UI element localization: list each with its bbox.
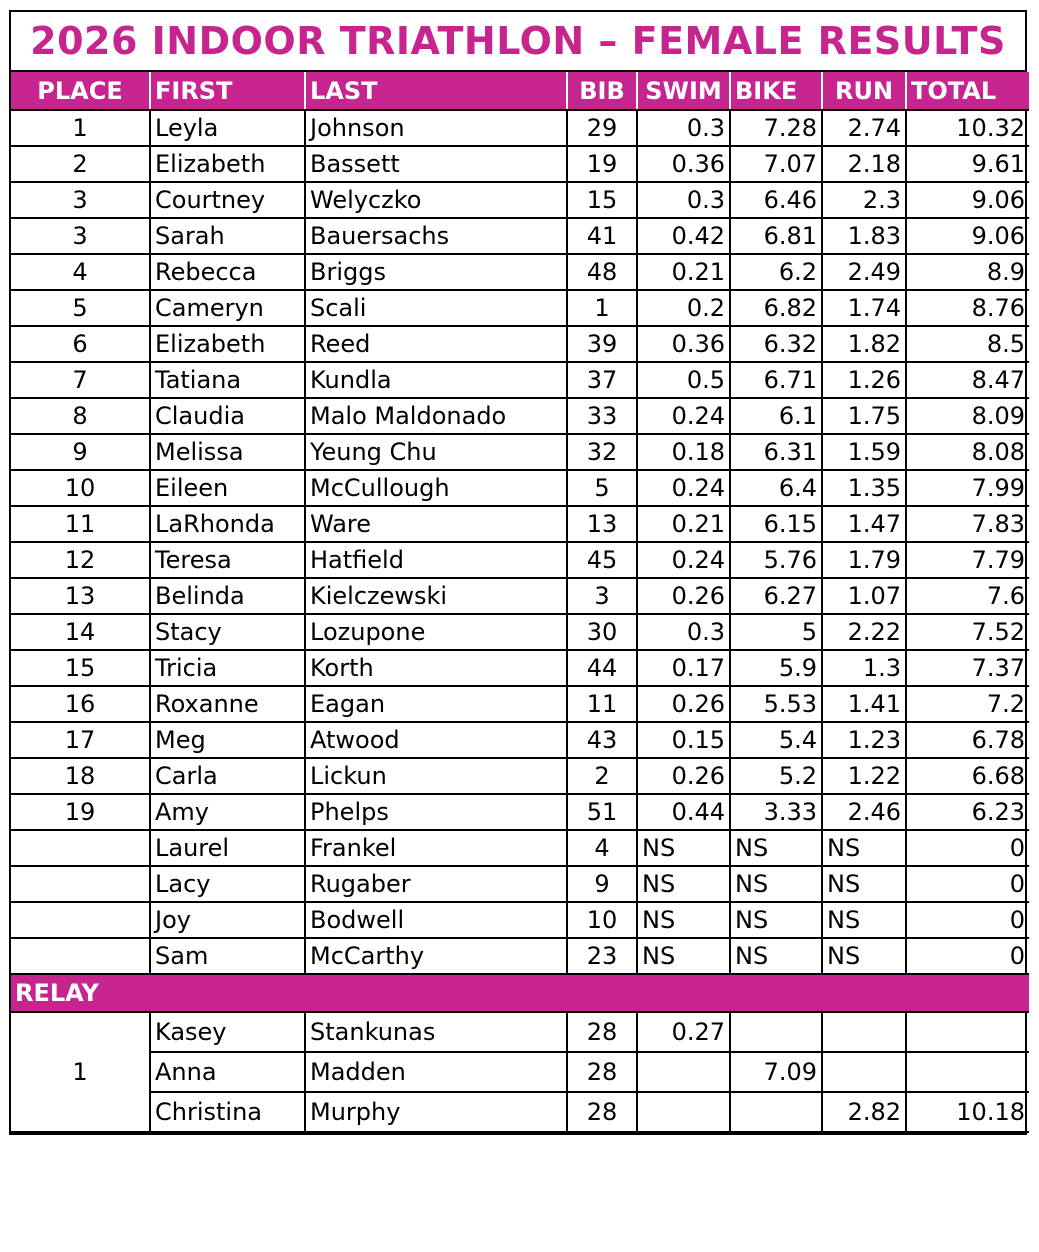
cell-first: Stacy [150,614,305,650]
cell-run: NS [822,830,906,866]
cell-total: 8.5 [906,326,1029,362]
cell-bike: 6.2 [730,254,822,290]
cell-place: 3 [11,182,150,218]
cell-first: Sam [150,938,305,974]
cell-run: 1.74 [822,290,906,326]
cell-last: Lickun [305,758,567,794]
cell-total: 9.06 [906,182,1029,218]
cell-run: 1.26 [822,362,906,398]
cell-bib: 32 [567,434,637,470]
cell-run: 2.22 [822,614,906,650]
cell-run: NS [822,902,906,938]
cell-total: 7.6 [906,578,1029,614]
cell-swim: 0.24 [637,542,730,578]
cell-place: 15 [11,650,150,686]
cell-total: 0 [906,938,1029,974]
cell-bib: 4 [567,830,637,866]
col-header-bike: BIKE [730,72,822,110]
table-row [11,722,1029,758]
cell-last: Yeung Chu [305,434,567,470]
cell-run: 2.3 [822,182,906,218]
col-header-total: TOTAL [906,72,1029,110]
table-row [11,830,1029,866]
cell-swim [637,1052,730,1092]
cell-run: 1.22 [822,758,906,794]
cell-last: Frankel [305,830,567,866]
cell-place: 10 [11,470,150,506]
cell-run: 1.23 [822,722,906,758]
cell-swim: NS [637,866,730,902]
cell-total: 10.32 [906,110,1029,146]
table-row [11,938,1029,974]
cell-total [906,1012,1029,1052]
cell-bib: 39 [567,326,637,362]
cell-last: Eagan [305,686,567,722]
cell-swim: NS [637,902,730,938]
cell-run: 1.47 [822,506,906,542]
cell-bib: 28 [567,1012,637,1052]
cell-run: 1.35 [822,470,906,506]
table-row [11,578,1029,614]
cell-first: Tatiana [150,362,305,398]
cell-last: Atwood [305,722,567,758]
cell-swim: 0.27 [637,1012,730,1052]
relay-label: RELAY [11,974,1029,1012]
cell-first: Belinda [150,578,305,614]
cell-total: 0 [906,902,1029,938]
cell-first: Courtney [150,182,305,218]
page-title: 2026 INDOOR TRIATHLON – FEMALE RESULTS [11,12,1025,72]
cell-bib: 33 [567,398,637,434]
cell-first: Teresa [150,542,305,578]
cell-bike: 5.76 [730,542,822,578]
col-header-bib: BIB [567,72,637,110]
cell-bib: 48 [567,254,637,290]
cell-first: Christina [150,1092,305,1132]
cell-swim: 0.3 [637,110,730,146]
cell-bike: NS [730,902,822,938]
cell-first: Elizabeth [150,146,305,182]
table-row [11,398,1029,434]
cell-bike: 5 [730,614,822,650]
cell-total: 9.06 [906,218,1029,254]
cell-last: Reed [305,326,567,362]
cell-bike: 7.09 [730,1052,822,1092]
cell-place: 4 [11,254,150,290]
cell-bike: NS [730,938,822,974]
cell-first: Tricia [150,650,305,686]
cell-swim: 0.2 [637,290,730,326]
cell-swim: 0.18 [637,434,730,470]
cell-total: 9.61 [906,146,1029,182]
cell-place: 2 [11,146,150,182]
cell-bike: NS [730,866,822,902]
cell-swim: NS [637,830,730,866]
col-header-swim: SWIM [637,72,730,110]
cell-first: Roxanne [150,686,305,722]
cell-last: Murphy [305,1092,567,1132]
cell-total: 7.52 [906,614,1029,650]
cell-bib: 41 [567,218,637,254]
results-table [11,72,1029,1133]
cell-last: Hatfield [305,542,567,578]
cell-swim: 0.21 [637,506,730,542]
cell-swim: 0.26 [637,758,730,794]
cell-run: 2.82 [822,1092,906,1132]
cell-last: Madden [305,1052,567,1092]
cell-total: 6.78 [906,722,1029,758]
cell-total: 8.9 [906,254,1029,290]
cell-swim: 0.3 [637,614,730,650]
cell-run: NS [822,866,906,902]
cell-bike: 5.2 [730,758,822,794]
cell-total: 6.68 [906,758,1029,794]
cell-last: Bassett [305,146,567,182]
cell-place: 3 [11,218,150,254]
cell-swim: 0.36 [637,326,730,362]
cell-first: Joy [150,902,305,938]
cell-swim: 0.42 [637,218,730,254]
cell-first: Kasey [150,1012,305,1052]
cell-swim: 0.15 [637,722,730,758]
cell-place: 13 [11,578,150,614]
cell-bib: 5 [567,470,637,506]
cell-run: 1.75 [822,398,906,434]
cell-total: 7.79 [906,542,1029,578]
col-header-last: LAST [305,72,567,110]
cell-first: Claudia [150,398,305,434]
cell-bike: 6.15 [730,506,822,542]
cell-bike: 6.81 [730,218,822,254]
cell-place: 5 [11,290,150,326]
cell-run: 2.46 [822,794,906,830]
cell-last: Lozupone [305,614,567,650]
cell-last: McCarthy [305,938,567,974]
table-row [11,326,1029,362]
cell-bib: 13 [567,506,637,542]
cell-bike: 6.46 [730,182,822,218]
cell-swim [637,1092,730,1132]
cell-bib: 1 [567,290,637,326]
cell-last: Welyczko [305,182,567,218]
cell-total: 8.09 [906,398,1029,434]
cell-last: Rugaber [305,866,567,902]
cell-last: Kundla [305,362,567,398]
table-row [11,470,1029,506]
cell-run [822,1052,906,1092]
table-row [11,110,1029,146]
cell-bike: 3.33 [730,794,822,830]
cell-bib: 10 [567,902,637,938]
results-sheet [9,10,1027,1135]
cell-bike: 6.1 [730,398,822,434]
table-row [11,146,1029,182]
cell-swim: 0.5 [637,362,730,398]
cell-place: 6 [11,326,150,362]
cell-bike [730,1092,822,1132]
cell-last: Kielczewski [305,578,567,614]
cell-bib: 23 [567,938,637,974]
cell-bike [730,1012,822,1052]
relay-header-row [11,974,1029,1012]
relay-place: 1 [11,1012,150,1132]
cell-first: Melissa [150,434,305,470]
cell-run: 1.41 [822,686,906,722]
cell-run [822,1012,906,1052]
cell-run: 1.3 [822,650,906,686]
cell-last: Ware [305,506,567,542]
cell-total: 7.2 [906,686,1029,722]
cell-bib: 30 [567,614,637,650]
cell-place: 14 [11,614,150,650]
cell-place: 17 [11,722,150,758]
cell-bike: 5.9 [730,650,822,686]
table-row [11,362,1029,398]
cell-first: Amy [150,794,305,830]
cell-bib: 3 [567,578,637,614]
table-row [11,434,1029,470]
table-row [11,542,1029,578]
table-row [11,254,1029,290]
cell-first: Elizabeth [150,326,305,362]
cell-run: 1.82 [822,326,906,362]
cell-bib: 2 [567,758,637,794]
cell-run: 1.83 [822,218,906,254]
cell-swim: 0.24 [637,398,730,434]
table-row [11,866,1029,902]
cell-bib: 9 [567,866,637,902]
cell-total: 6.23 [906,794,1029,830]
cell-bike: NS [730,830,822,866]
cell-swim: 0.3 [637,182,730,218]
cell-bib: 29 [567,110,637,146]
cell-place: 12 [11,542,150,578]
cell-total: 7.37 [906,650,1029,686]
cell-last: Bodwell [305,902,567,938]
cell-run: 1.07 [822,578,906,614]
cell-last: Scali [305,290,567,326]
cell-bike: 6.82 [730,290,822,326]
cell-place: 9 [11,434,150,470]
cell-last: Bauersachs [305,218,567,254]
cell-first: Cameryn [150,290,305,326]
cell-bike: 6.71 [730,362,822,398]
cell-swim: 0.26 [637,578,730,614]
cell-run: 1.59 [822,434,906,470]
cell-bike: 6.4 [730,470,822,506]
cell-run: 2.49 [822,254,906,290]
cell-first: Meg [150,722,305,758]
relay-row [11,1092,1029,1132]
cell-bib: 11 [567,686,637,722]
cell-bib: 51 [567,794,637,830]
cell-first: Sarah [150,218,305,254]
cell-place: 8 [11,398,150,434]
cell-total: 8.76 [906,290,1029,326]
col-header-run: RUN [822,72,906,110]
table-row [11,686,1029,722]
cell-total: 0 [906,830,1029,866]
cell-bike: 5.53 [730,686,822,722]
table-row [11,506,1029,542]
table-row [11,758,1029,794]
cell-bib: 37 [567,362,637,398]
cell-first: Carla [150,758,305,794]
cell-place [11,830,150,866]
table-row [11,218,1029,254]
cell-last: Phelps [305,794,567,830]
cell-bib: 45 [567,542,637,578]
table-row [11,650,1029,686]
cell-place: 18 [11,758,150,794]
cell-last: Stankunas [305,1012,567,1052]
cell-swim: 0.36 [637,146,730,182]
cell-run: NS [822,938,906,974]
cell-total: 7.83 [906,506,1029,542]
cell-place: 19 [11,794,150,830]
cell-place: 11 [11,506,150,542]
cell-bike: 6.27 [730,578,822,614]
cell-bike: 7.07 [730,146,822,182]
cell-last: Johnson [305,110,567,146]
cell-place [11,866,150,902]
cell-total: 7.99 [906,470,1029,506]
cell-run: 2.18 [822,146,906,182]
cell-bib: 44 [567,650,637,686]
cell-first: Lacy [150,866,305,902]
table-row [11,794,1029,830]
cell-swim: 0.17 [637,650,730,686]
cell-total: 10.18 [906,1092,1029,1132]
cell-place [11,902,150,938]
cell-place: 1 [11,110,150,146]
relay-section [11,974,1029,1132]
cell-first: Anna [150,1052,305,1092]
cell-first: LaRhonda [150,506,305,542]
cell-total [906,1052,1029,1092]
cell-last: Korth [305,650,567,686]
relay-row [11,1012,1029,1052]
cell-swim: 0.24 [637,470,730,506]
cell-first: Rebecca [150,254,305,290]
cell-first: Leyla [150,110,305,146]
cell-bike: 5.4 [730,722,822,758]
relay-row [11,1052,1029,1092]
cell-last: McCullough [305,470,567,506]
cell-first: Eileen [150,470,305,506]
cell-bib: 28 [567,1052,637,1092]
cell-run: 1.79 [822,542,906,578]
col-header-first: FIRST [150,72,305,110]
cell-total: 8.47 [906,362,1029,398]
cell-last: Malo Maldonado [305,398,567,434]
cell-place: 7 [11,362,150,398]
table-row [11,902,1029,938]
cell-bib: 19 [567,146,637,182]
cell-swim: NS [637,938,730,974]
table-row [11,182,1029,218]
results-body [11,110,1029,974]
cell-bib: 15 [567,182,637,218]
cell-bike: 6.32 [730,326,822,362]
cell-last: Briggs [305,254,567,290]
cell-bike: 6.31 [730,434,822,470]
table-row [11,290,1029,326]
cell-bib: 28 [567,1092,637,1132]
cell-first: Laurel [150,830,305,866]
cell-place: 16 [11,686,150,722]
cell-swim: 0.44 [637,794,730,830]
cell-bib: 43 [567,722,637,758]
cell-swim: 0.26 [637,686,730,722]
cell-total: 8.08 [906,434,1029,470]
table-row [11,614,1029,650]
cell-bike: 7.28 [730,110,822,146]
header-row [11,72,1029,110]
cell-place [11,938,150,974]
col-header-place: PLACE [11,72,150,110]
cell-total: 0 [906,866,1029,902]
cell-swim: 0.21 [637,254,730,290]
cell-run: 2.74 [822,110,906,146]
